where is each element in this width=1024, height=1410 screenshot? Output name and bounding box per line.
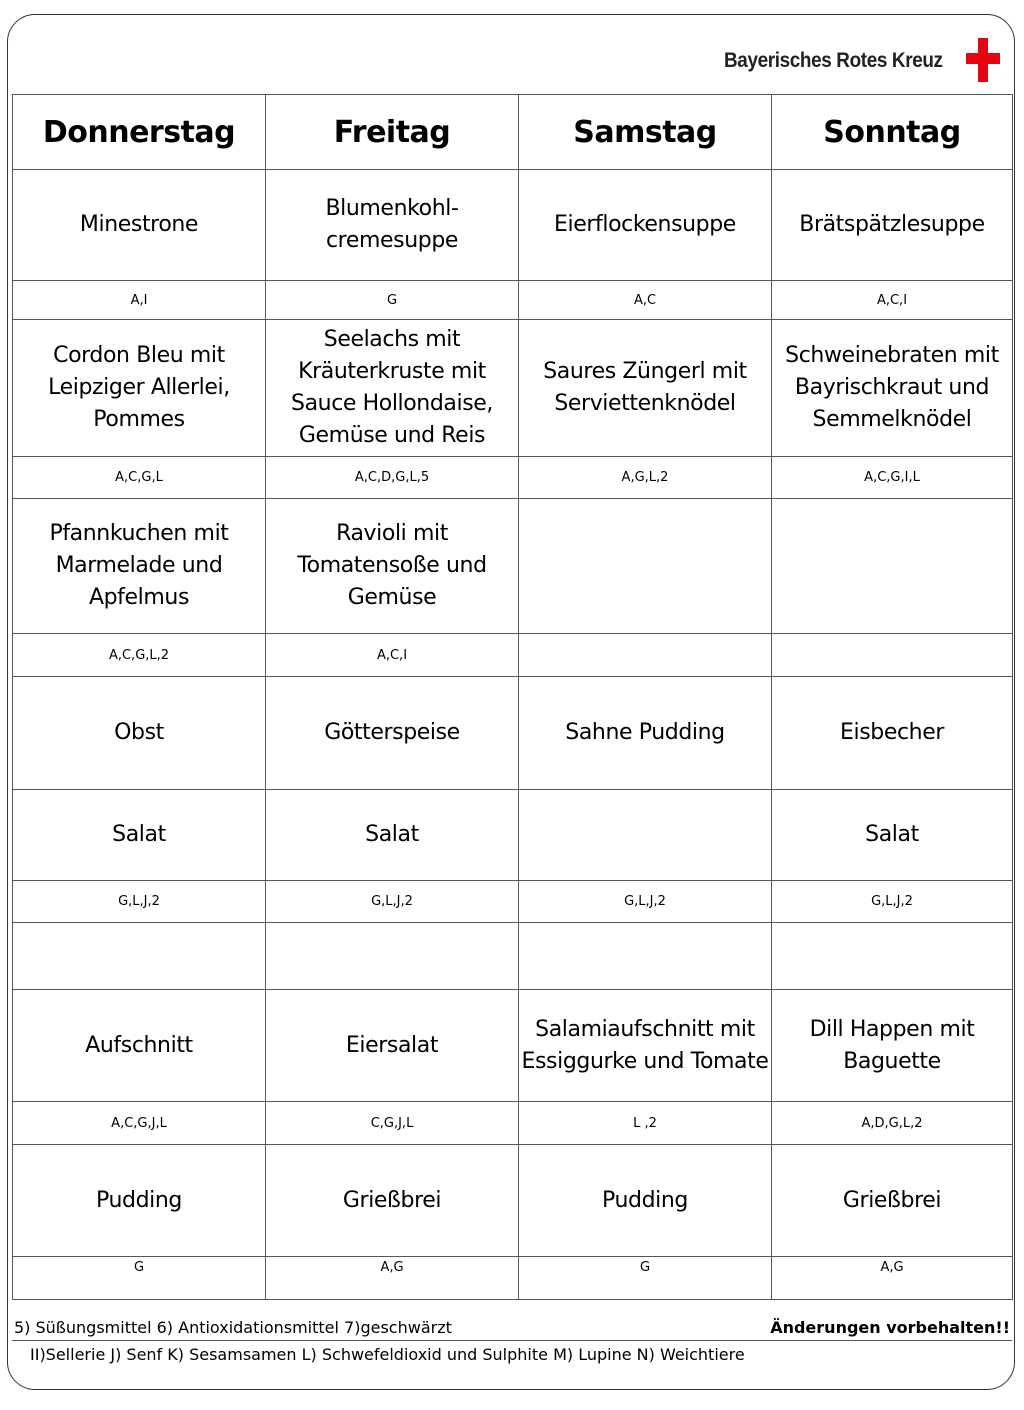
soup-row: [13, 170, 1013, 281]
soup-cell: Brätspätzlesuppe: [772, 170, 1013, 281]
empty-cell: [772, 923, 1013, 990]
allergen-code: C,G,J,L: [266, 1102, 519, 1145]
late-meal-cell: Grießbrei: [266, 1145, 519, 1257]
day-header: Samstag: [519, 95, 772, 170]
second-dish-cell: [772, 499, 1013, 634]
late-meal-row: [13, 1145, 1013, 1257]
allergen-code: G,L,J,2: [13, 881, 266, 923]
late-meal-cell: Pudding: [13, 1145, 266, 1257]
allergen-code: G: [266, 281, 519, 320]
salad-cell: Salat: [13, 790, 266, 881]
allergen-code: A,C,G,J,L: [13, 1102, 266, 1145]
salad-cell: [519, 790, 772, 881]
supper-cell: Salamiaufschnitt mit Essiggurke und Tomate: [519, 990, 772, 1102]
empty-cell: [13, 923, 266, 990]
second-dish-allergen-row: [13, 634, 1013, 677]
salad-cell: Salat: [266, 790, 519, 881]
salad-allergen-row: [13, 881, 1013, 923]
allergen-code: A,C,G,I,L: [772, 457, 1013, 499]
allergen-code: A,I: [13, 281, 266, 320]
salad-row: [13, 790, 1013, 881]
second-dish-row: [13, 499, 1013, 634]
allergen-code: A,D,G,L,2: [772, 1102, 1013, 1145]
supper-cell: Aufschnitt: [13, 990, 266, 1102]
brk-logo: [724, 38, 967, 84]
day-header-row: [13, 95, 1013, 170]
main-dish-cell: Seelachs mit Kräuterkruste mit Sauce Hollondaise, Gemüse und Reis: [266, 320, 519, 457]
allergen-code: A,G: [266, 1257, 519, 1300]
allergen-code: G,L,J,2: [772, 881, 1013, 923]
dessert-row: [13, 677, 1013, 790]
second-dish-cell: Pfannkuchen mit Marmelade und Apfelmus: [13, 499, 266, 634]
main-dish-cell: Cordon Bleu mit Leipziger Allerlei, Pommes: [13, 320, 266, 457]
second-dish-cell: Ravioli mit Tomatensoße und Gemüse: [266, 499, 519, 634]
day-header: Donnerstag: [13, 95, 266, 170]
empty-row: [13, 923, 1013, 990]
footer-additives-line: [12, 1318, 1012, 1341]
empty-cell: [519, 923, 772, 990]
allergen-code: L ,2: [519, 1102, 772, 1145]
supper-cell: Eiersalat: [266, 990, 519, 1102]
allergen-code: A,C,G,L: [13, 457, 266, 499]
red-cross-icon: [966, 38, 1000, 82]
soup-allergen-row: [13, 281, 1013, 320]
late-meal-cell: Pudding: [519, 1145, 772, 1257]
allergen-code: A,G,L,2: [519, 457, 772, 499]
allergen-code: G: [13, 1257, 266, 1300]
allergen-code: G,L,J,2: [519, 881, 772, 923]
allergen-code: [519, 634, 772, 677]
dessert-cell: Obst: [13, 677, 266, 790]
supper-cell: Dill Happen mit Baguette: [772, 990, 1013, 1102]
dessert-cell: Eisbecher: [772, 677, 1013, 790]
allergen-code: A,C: [519, 281, 772, 320]
allergen-code: A,G: [772, 1257, 1013, 1300]
menu-table: [12, 94, 1013, 1300]
second-dish-cell: [519, 499, 772, 634]
dessert-cell: Sahne Pudding: [519, 677, 772, 790]
soup-cell: Minestrone: [13, 170, 266, 281]
day-header: Freitag: [266, 95, 519, 170]
additives-legend: 5) Süßungsmittel 6) Antioxidationsmittel 7)geschwärzt: [14, 1318, 452, 1337]
supper-allergen-row: [13, 1102, 1013, 1145]
main-dish-row: [13, 320, 1013, 457]
day-header: Sonntag: [772, 95, 1013, 170]
main-dish-allergen-row: [13, 457, 1013, 499]
soup-cell: Blumenkohl- cremesuppe: [266, 170, 519, 281]
allergen-code: A,C,I: [266, 634, 519, 677]
dessert-cell: Götterspeise: [266, 677, 519, 790]
changes-notice: Änderungen vorbehalten!!: [770, 1318, 1010, 1337]
allergen-code: A,C,G,L,2: [13, 634, 266, 677]
allergen-code: A,C,D,G,L,5: [266, 457, 519, 499]
late-meal-allergen-row: [13, 1257, 1013, 1300]
supper-row: [13, 990, 1013, 1102]
salad-cell: Salat: [772, 790, 1013, 881]
allergen-code: A,C,I: [772, 281, 1013, 320]
allergen-code: [772, 634, 1013, 677]
late-meal-cell: Grießbrei: [772, 1145, 1013, 1257]
allergen-legend: II)Sellerie J) Senf K) Sesamsamen L) Schwefeldioxid und Sulphite M) Lupine N) Weichtiere: [30, 1345, 745, 1364]
logo-text: Bayerisches Rotes Kreuz: [724, 49, 943, 72]
empty-cell: [266, 923, 519, 990]
main-dish-cell: Schweinebraten mit Bayrischkraut und Semmelknödel: [772, 320, 1013, 457]
allergen-code: G,L,J,2: [266, 881, 519, 923]
main-dish-cell: Saures Züngerl mit Serviettenknödel: [519, 320, 772, 457]
soup-cell: Eierflockensuppe: [519, 170, 772, 281]
allergen-code: G: [519, 1257, 772, 1300]
